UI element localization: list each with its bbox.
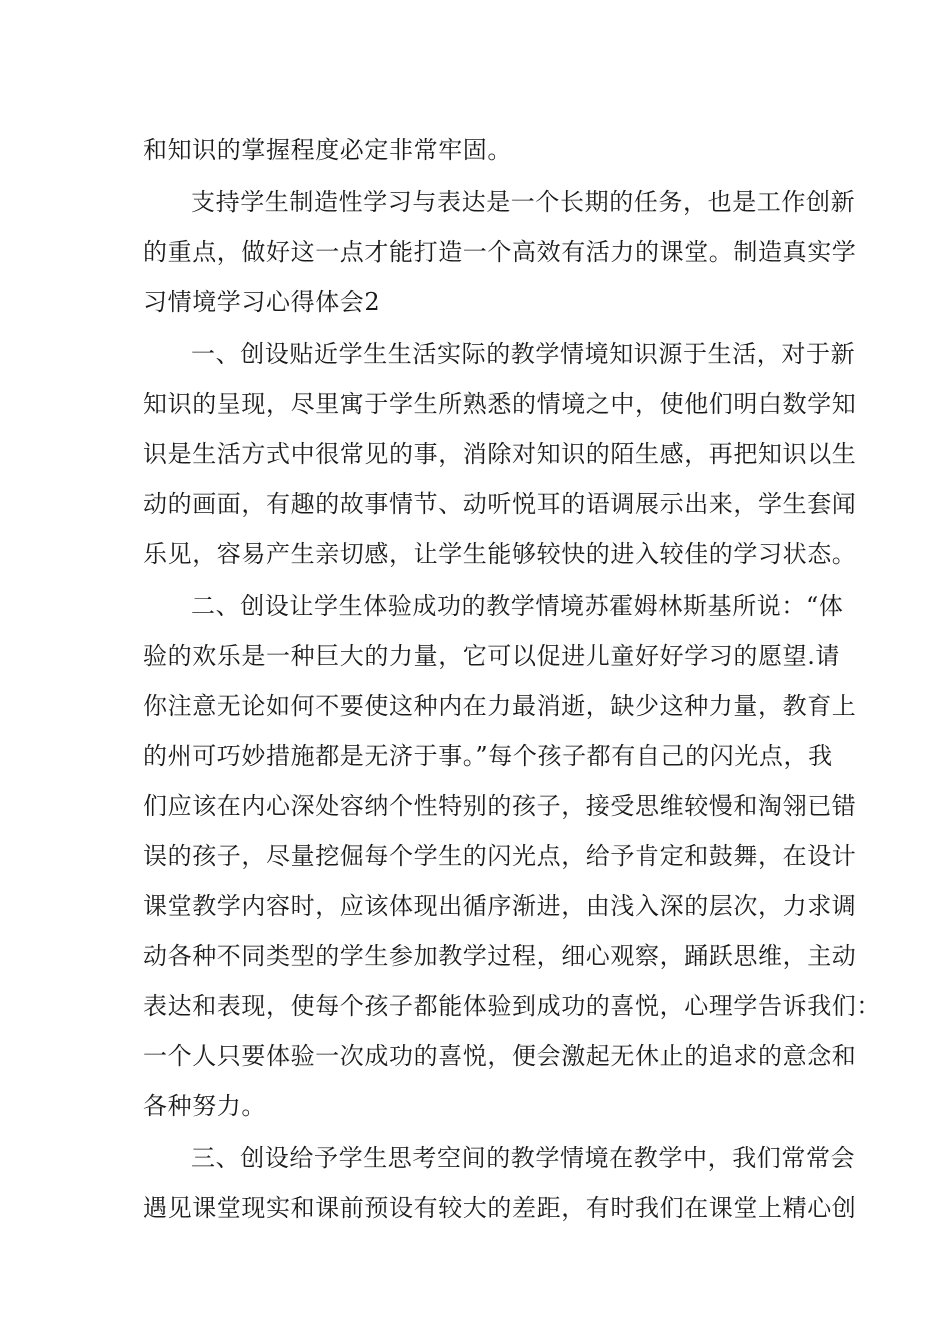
text-line: 一个人只要体验一次成功的喜悦，便会激起无休止的追求的意念和 — [143, 1042, 857, 1070]
text-line: 乐见，容易产生亲切感，让学生能够较快的进入较佳的学习状态。 — [143, 540, 857, 568]
text-line: 的重点，做好这一点才能打造一个高效有活力的课堂。制造真实学 — [143, 238, 857, 266]
text-line: 动的画面，有趣的故事情节、动听悦耳的语调展示出来，学生套闻 — [143, 490, 857, 518]
text-line: 误的孩子，尽量挖倔每个学生的闪光点，给予肯定和鼓舞，在设计 — [143, 842, 857, 870]
text-line: 一、创设贴近学生生活实际的教学情境知识源于生活，对于新 — [191, 340, 856, 368]
text-line: 你注意无论如何不要使这种内在力最消逝，缺少这种力量，教育上 — [143, 692, 857, 720]
text-line: 验的欢乐是一种巨大的力量，它可以促进儿童好好学习的愿望.请 — [143, 642, 841, 670]
text-line: 和知识的掌握程度必定非常牢固。 — [143, 136, 512, 164]
text-line: 知识的呈现，尽里寓于学生所熟悉的情境之中，使他们明白数学知 — [143, 390, 857, 418]
text-line: 表达和表现，使每个孩子都能体验到成功的喜悦，心理学告诉我们： — [143, 992, 881, 1020]
text-line: 动各种不同类型的学生参加教学过程，细心观察，踊跃思维，主动 — [143, 942, 857, 970]
text-line: 的州可巧妙措施都是无济于事。”每个孩子都有自己的闪光点，我 — [143, 742, 833, 770]
text-line: 识是生活方式中很常见的事，消除对知识的陌生感，再把知识以生 — [143, 440, 857, 468]
text-line: 习情境学习心得体会2 — [143, 288, 381, 316]
text-line: 遇见课堂现实和课前预设有较大的差距，有时我们在课堂上精心创 — [143, 1194, 857, 1222]
text-line: 二、创设让学生体验成功的教学情境苏霍姆林斯基所说：“体 — [191, 592, 844, 620]
text-line: 各种努力。 — [143, 1092, 266, 1120]
text-line: 支持学生制造性学习与表达是一个长期的任务，也是工作创新 — [191, 188, 856, 216]
text-line: 们应该在内心深处容纳个性特别的孩子，接受思维较慢和淘翎已错 — [143, 792, 857, 820]
text-line: 课堂教学内容时，应该体现出循序渐进，由浅入深的层次，力求调 — [143, 892, 857, 920]
text-line: 三、创设给予学生思考空间的教学情境在教学中，我们常常会 — [191, 1144, 856, 1172]
